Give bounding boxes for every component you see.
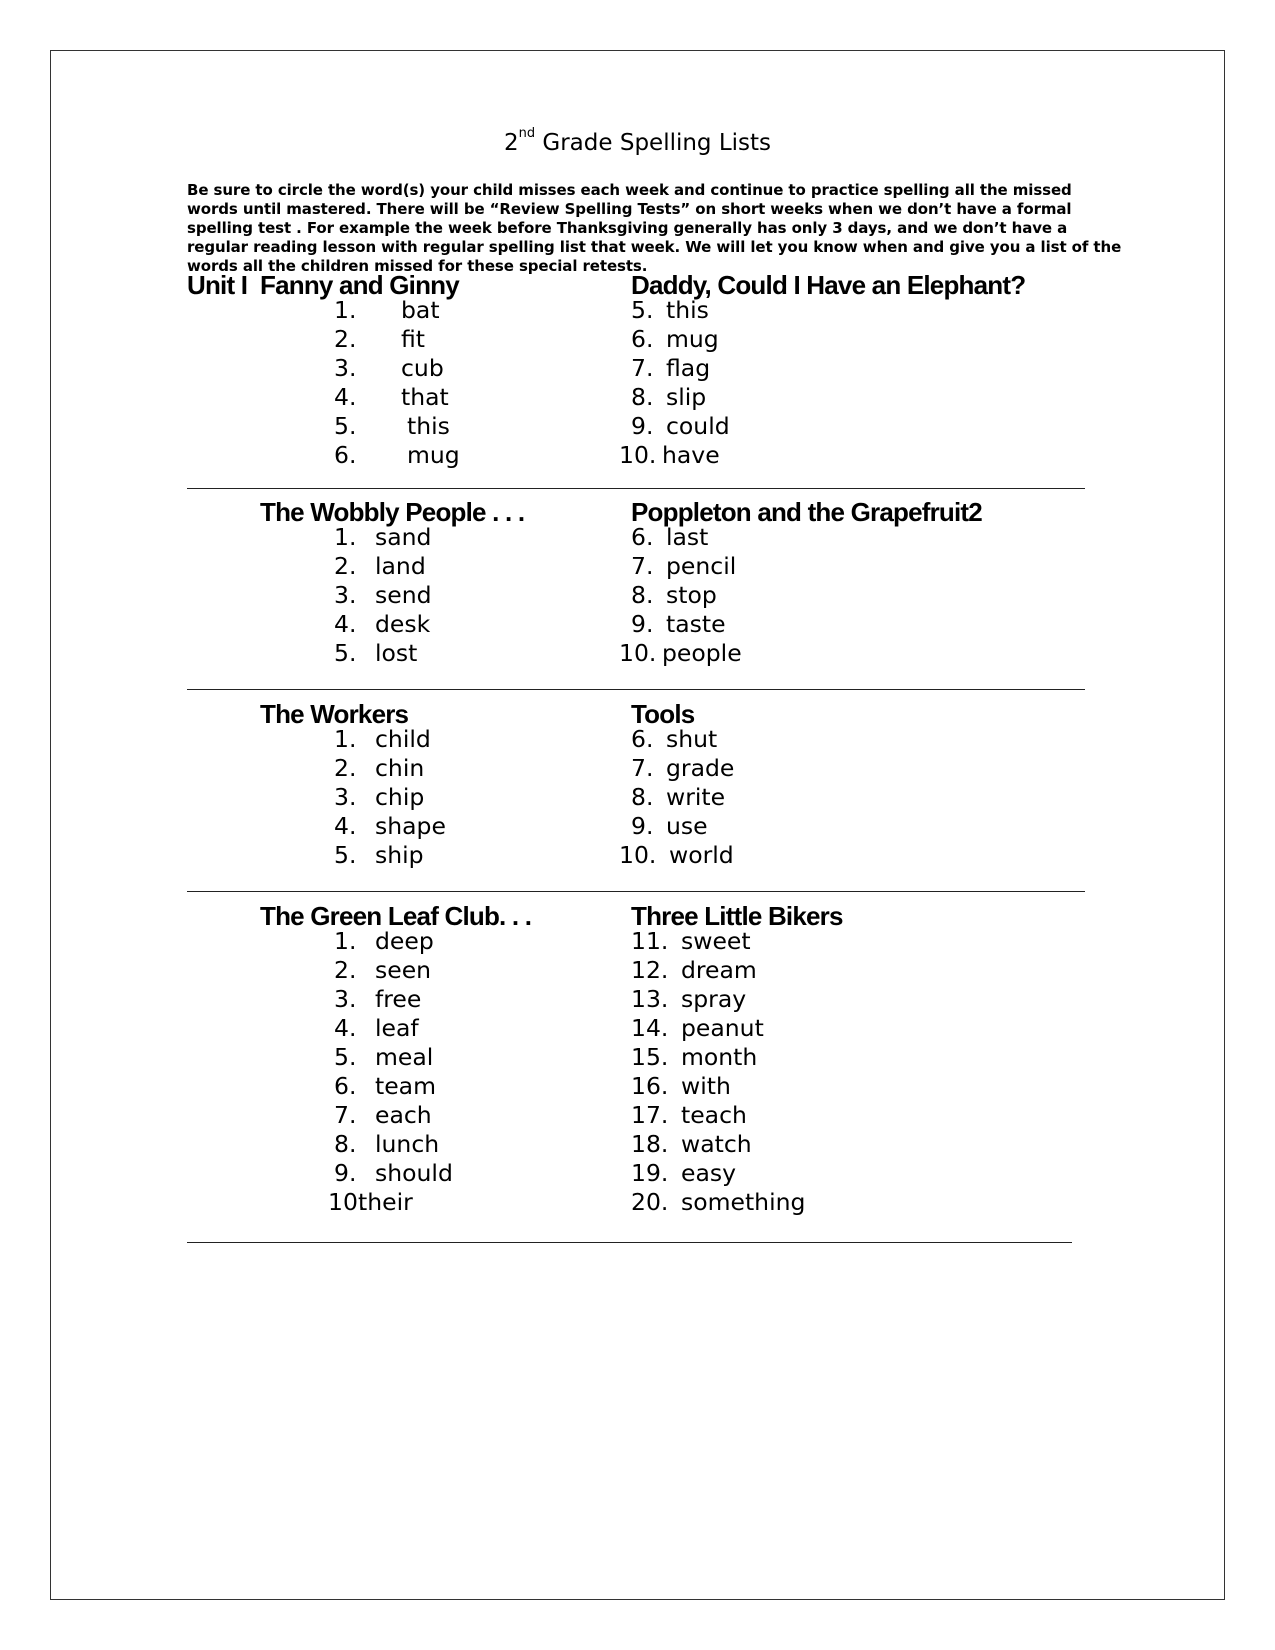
left-word-list bbox=[334, 725, 446, 870]
list-item bbox=[631, 812, 708, 841]
item-number: 7. bbox=[631, 754, 654, 782]
item-number: 3. bbox=[334, 783, 357, 811]
list-item bbox=[334, 325, 426, 354]
spelling-word: land bbox=[375, 552, 426, 580]
left-lesson-heading: The Workers bbox=[260, 699, 409, 729]
list-item bbox=[631, 927, 751, 956]
spelling-word: flag bbox=[666, 354, 711, 382]
spelling-word: that bbox=[401, 383, 449, 411]
spelling-word: slip bbox=[666, 383, 707, 411]
list-item bbox=[631, 1101, 747, 1130]
instructions-line: words all the children missed for these special retests. bbox=[187, 257, 648, 275]
spelling-word: pencil bbox=[666, 552, 737, 580]
item-number: 1. bbox=[334, 523, 357, 551]
right-lesson-heading: Tools bbox=[631, 699, 695, 729]
title-ordinal-suffix: nd bbox=[518, 126, 536, 141]
spelling-word: stop bbox=[666, 581, 717, 609]
item-number: 9. bbox=[631, 412, 654, 440]
list-item bbox=[631, 725, 718, 754]
item-number: 8. bbox=[334, 1130, 357, 1158]
list-item bbox=[334, 296, 440, 325]
item-number: 4. bbox=[334, 383, 357, 411]
spelling-word: chin bbox=[375, 754, 425, 782]
spelling-word: send bbox=[375, 581, 432, 609]
item-number: 16. bbox=[631, 1072, 669, 1100]
list-item bbox=[631, 956, 757, 985]
spelling-word: their bbox=[358, 1188, 413, 1216]
spelling-word: this bbox=[407, 412, 450, 440]
item-number: 6. bbox=[631, 725, 654, 753]
item-number: 9. bbox=[631, 610, 654, 638]
item-number: 15. bbox=[631, 1043, 669, 1071]
right-lesson-heading: Daddy, Could I Have an Elephant? bbox=[631, 270, 1026, 300]
list-item bbox=[334, 754, 425, 783]
spelling-word: sweet bbox=[681, 927, 751, 955]
item-number: 17. bbox=[631, 1101, 669, 1129]
list-item bbox=[334, 383, 449, 412]
spelling-word: have bbox=[662, 441, 720, 469]
spelling-word: bat bbox=[401, 296, 440, 324]
spelling-word: each bbox=[375, 1101, 432, 1129]
spelling-word: grade bbox=[666, 754, 735, 782]
right-word-list bbox=[619, 296, 730, 470]
item-number: 3. bbox=[334, 581, 357, 609]
right-word-list bbox=[619, 725, 735, 870]
instructions-line: Be sure to circle the word(s) your child misses each week and continue to practice spelling all the missed bbox=[187, 181, 1072, 199]
item-number: 10. bbox=[619, 639, 657, 667]
list-item bbox=[631, 1014, 764, 1043]
spelling-word: use bbox=[666, 812, 708, 840]
spelling-word: something bbox=[681, 1188, 806, 1216]
section-divider bbox=[187, 488, 1085, 489]
spelling-word: dream bbox=[681, 956, 757, 984]
instructions-line: words until mastered. There will be “Review Spelling Tests” on short weeks when we don’t have a formal bbox=[187, 200, 1072, 218]
list-item bbox=[631, 1188, 806, 1217]
list-item bbox=[334, 1014, 419, 1043]
list-item bbox=[334, 354, 444, 383]
spelling-word: cub bbox=[401, 354, 444, 382]
list-item bbox=[631, 1130, 752, 1159]
spelling-word: watch bbox=[681, 1130, 752, 1158]
left-word-list bbox=[328, 927, 453, 1217]
list-item bbox=[334, 523, 432, 552]
item-number: 1. bbox=[334, 927, 357, 955]
item-number: 3. bbox=[334, 354, 357, 382]
item-number: 12. bbox=[631, 956, 669, 984]
spelling-word: deep bbox=[375, 927, 434, 955]
item-number: 2. bbox=[334, 325, 357, 353]
spelling-word: teach bbox=[681, 1101, 747, 1129]
spelling-word: with bbox=[681, 1072, 731, 1100]
item-number: 5. bbox=[334, 412, 357, 440]
list-item bbox=[631, 296, 709, 325]
list-item bbox=[631, 325, 719, 354]
spelling-word: lost bbox=[375, 639, 418, 667]
item-number: 9. bbox=[631, 812, 654, 840]
spelling-word: easy bbox=[681, 1159, 737, 1187]
list-item bbox=[631, 523, 709, 552]
item-number: 11. bbox=[631, 927, 669, 955]
list-item bbox=[631, 985, 747, 1014]
instructions-line: regular reading lesson with regular spelling list that week. We will let you know when and give you a list of the bbox=[187, 238, 1122, 256]
list-item bbox=[334, 841, 424, 870]
item-number: 8. bbox=[631, 581, 654, 609]
spelling-word: people bbox=[662, 639, 742, 667]
section-divider bbox=[187, 689, 1085, 690]
left-word-list bbox=[334, 296, 460, 470]
item-number: 20. bbox=[631, 1188, 669, 1216]
left-lesson-heading: The Green Leaf Club. . . bbox=[260, 901, 532, 931]
right-lesson-heading: Poppleton and the Grapefruit2 bbox=[631, 497, 982, 527]
item-number: 4. bbox=[334, 812, 357, 840]
left-lesson-heading: Fanny and Ginny bbox=[260, 270, 459, 300]
spelling-word: last bbox=[666, 523, 709, 551]
section-divider bbox=[187, 891, 1085, 892]
list-item bbox=[631, 354, 711, 383]
list-item bbox=[631, 383, 707, 412]
spelling-word: team bbox=[375, 1072, 436, 1100]
list-item bbox=[328, 1188, 413, 1217]
instructions-paragraph bbox=[187, 181, 1122, 276]
list-item bbox=[619, 639, 742, 668]
spelling-word: mug bbox=[407, 441, 460, 469]
item-number: 4. bbox=[334, 1014, 357, 1042]
unit-label: Unit I bbox=[187, 270, 248, 300]
item-number: 1. bbox=[334, 296, 357, 324]
item-number: 5. bbox=[334, 1043, 357, 1071]
list-item bbox=[334, 1072, 436, 1101]
spelling-word: meal bbox=[375, 1043, 434, 1071]
section-divider bbox=[187, 1242, 1072, 1243]
left-word-list bbox=[334, 523, 432, 668]
list-item bbox=[334, 441, 460, 470]
spelling-word: lunch bbox=[375, 1130, 440, 1158]
spelling-word: chip bbox=[375, 783, 425, 811]
list-item bbox=[334, 1159, 453, 1188]
spelling-word: this bbox=[666, 296, 709, 324]
spelling-word: seen bbox=[375, 956, 432, 984]
list-item bbox=[631, 783, 726, 812]
spelling-word: shape bbox=[375, 812, 446, 840]
list-item bbox=[334, 552, 426, 581]
item-number: 1. bbox=[334, 725, 357, 753]
list-item bbox=[334, 1101, 432, 1130]
item-number: 6. bbox=[334, 441, 357, 469]
item-number: 9. bbox=[334, 1159, 357, 1187]
spelling-word: should bbox=[375, 1159, 453, 1187]
list-item bbox=[631, 610, 726, 639]
instructions-line: spelling test . For example the week before Thanksgiving generally has only 3 days, and we don’t have a bbox=[187, 219, 1068, 237]
list-item bbox=[631, 581, 717, 610]
list-item bbox=[334, 639, 418, 668]
item-number: 10. bbox=[619, 841, 657, 869]
right-word-list bbox=[631, 927, 806, 1217]
list-item bbox=[619, 841, 734, 870]
spelling-word: free bbox=[375, 985, 422, 1013]
spelling-word: peanut bbox=[681, 1014, 764, 1042]
list-item bbox=[631, 552, 737, 581]
spelling-word: spray bbox=[681, 985, 747, 1013]
list-item bbox=[334, 812, 446, 841]
list-item bbox=[631, 1043, 758, 1072]
item-number: 10. bbox=[328, 1188, 366, 1216]
list-item bbox=[334, 783, 425, 812]
item-number: 6. bbox=[631, 325, 654, 353]
list-item bbox=[334, 581, 432, 610]
item-number: 2. bbox=[334, 754, 357, 782]
list-item bbox=[619, 441, 720, 470]
list-item bbox=[334, 1043, 434, 1072]
list-item bbox=[334, 412, 450, 441]
list-item bbox=[334, 725, 431, 754]
spelling-word: could bbox=[666, 412, 730, 440]
item-number: 7. bbox=[334, 1101, 357, 1129]
list-item bbox=[631, 1159, 737, 1188]
item-number: 18. bbox=[631, 1130, 669, 1158]
item-number: 13. bbox=[631, 985, 669, 1013]
spelling-word: mug bbox=[666, 325, 719, 353]
item-number: 3. bbox=[334, 985, 357, 1013]
list-item bbox=[334, 1130, 440, 1159]
spelling-word: world bbox=[669, 841, 734, 869]
list-item bbox=[631, 754, 735, 783]
item-number: 8. bbox=[631, 383, 654, 411]
item-number: 10. bbox=[619, 441, 657, 469]
item-number: 2. bbox=[334, 956, 357, 984]
spelling-word: fit bbox=[401, 325, 426, 353]
item-number: 6. bbox=[631, 523, 654, 551]
spelling-word: month bbox=[681, 1043, 758, 1071]
right-word-list bbox=[619, 523, 742, 668]
spelling-word: desk bbox=[375, 610, 431, 638]
item-number: 5. bbox=[631, 296, 654, 324]
spelling-word: ship bbox=[375, 841, 424, 869]
item-number: 14. bbox=[631, 1014, 669, 1042]
item-number: 19. bbox=[631, 1159, 669, 1187]
item-number: 4. bbox=[334, 610, 357, 638]
list-item bbox=[334, 927, 434, 956]
title-number: 2 bbox=[503, 130, 519, 156]
item-number: 7. bbox=[631, 354, 654, 382]
list-item bbox=[631, 1072, 731, 1101]
list-item bbox=[631, 412, 730, 441]
title-text: Grade Spelling Lists bbox=[535, 130, 772, 156]
spelling-word: leaf bbox=[375, 1014, 419, 1042]
item-number: 5. bbox=[334, 841, 357, 869]
list-item bbox=[334, 985, 422, 1014]
page-title bbox=[0, 126, 1275, 156]
item-number: 8. bbox=[631, 783, 654, 811]
list-item bbox=[334, 956, 432, 985]
spelling-word: taste bbox=[666, 610, 726, 638]
item-number: 2. bbox=[334, 552, 357, 580]
right-lesson-heading: Three Little Bikers bbox=[631, 901, 843, 931]
item-number: 6. bbox=[334, 1072, 357, 1100]
spelling-word: sand bbox=[375, 523, 432, 551]
spelling-word: shut bbox=[666, 725, 718, 753]
left-lesson-heading: The Wobbly People . . . bbox=[260, 497, 525, 527]
spelling-word: child bbox=[375, 725, 431, 753]
spelling-word: write bbox=[666, 783, 726, 811]
item-number: 7. bbox=[631, 552, 654, 580]
item-number: 5. bbox=[334, 639, 357, 667]
list-item bbox=[334, 610, 431, 639]
